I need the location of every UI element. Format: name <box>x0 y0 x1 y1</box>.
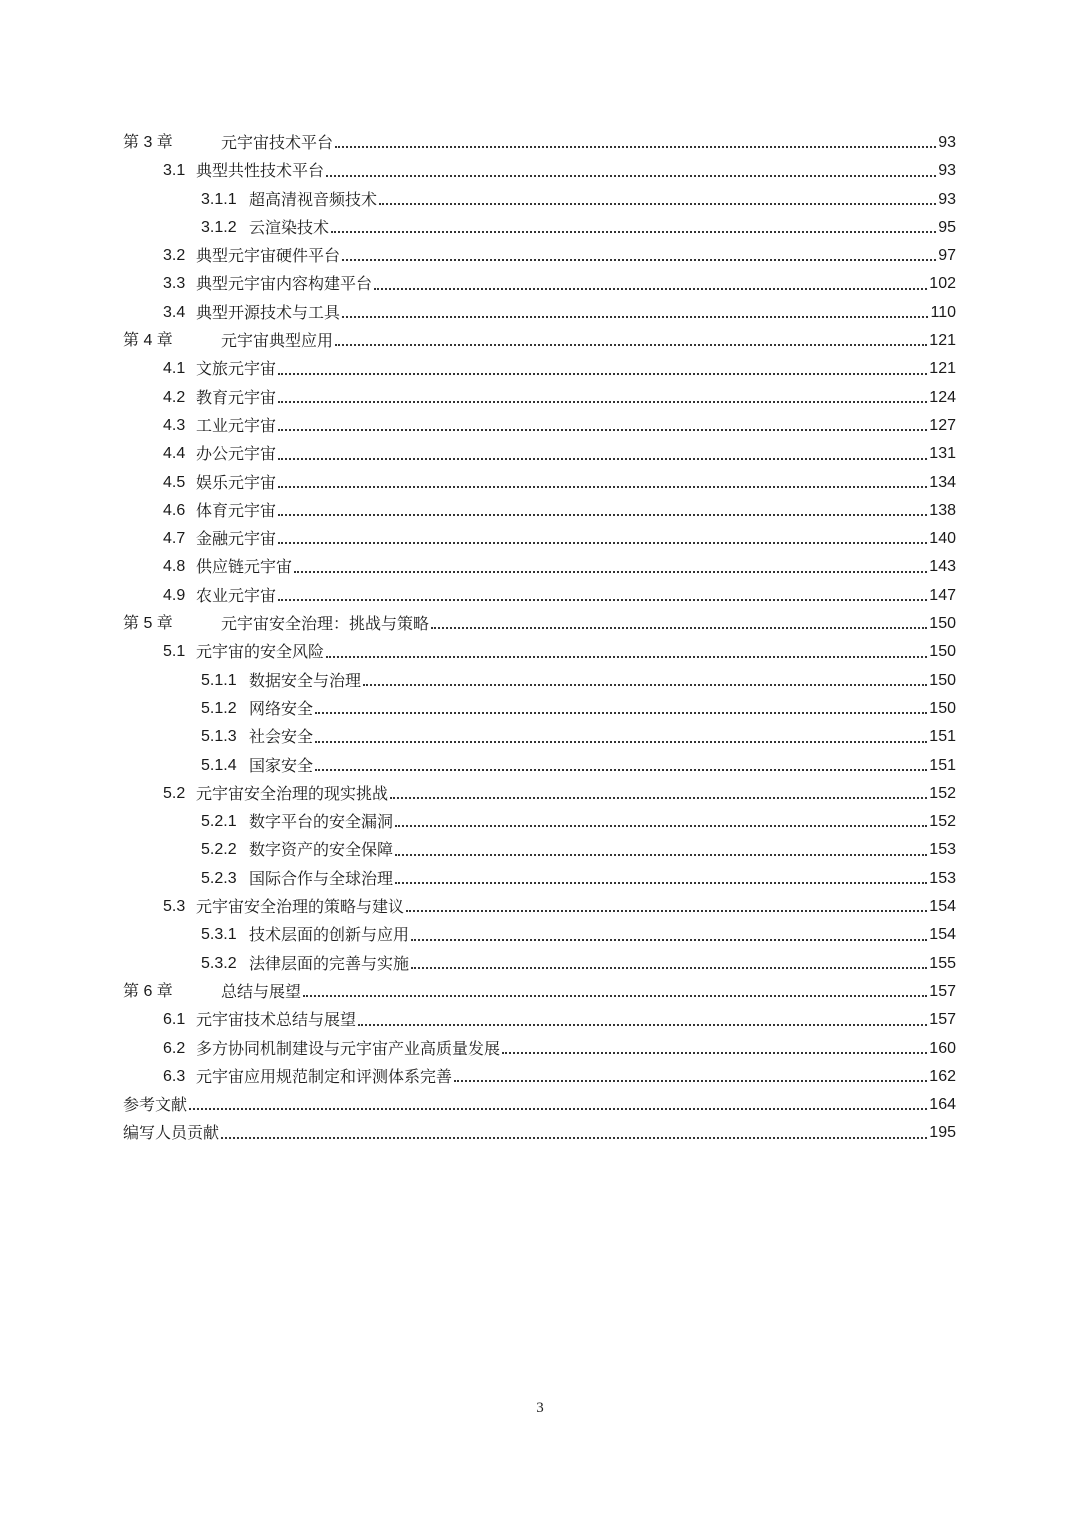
dot-leader <box>358 1023 927 1026</box>
dot-leader <box>411 966 927 969</box>
toc-entry-number: 3.4 <box>163 303 186 321</box>
page-number: 3 <box>536 1400 544 1416</box>
toc-entry-number: 4.4 <box>163 445 186 463</box>
toc-entry-title: 元宇宙安全治理：挑战与策略 <box>221 614 430 634</box>
toc-entry-title: 娱乐元宇宙 <box>196 472 277 492</box>
toc-entry[interactable] <box>123 723 956 751</box>
toc-entry-number: 4.6 <box>163 501 186 519</box>
toc-entry-page: 102 <box>929 275 956 293</box>
toc-entry-title: 办公元宇宙 <box>196 444 277 464</box>
toc-entry-title: 典型共性技术平台 <box>196 161 325 181</box>
toc-entry-number: 4.3 <box>163 416 186 434</box>
toc-entry-number: 5.3.1 <box>201 926 237 944</box>
toc-entry-title: 金融元宇宙 <box>196 529 277 549</box>
toc-entry-title: 国家安全 <box>249 755 314 775</box>
toc-entry-title: 农业元宇宙 <box>196 585 277 605</box>
dot-leader <box>326 174 936 177</box>
toc-entry-title: 参考文献 <box>123 1095 188 1115</box>
dot-leader <box>379 202 936 205</box>
toc-entry-page: 152 <box>929 813 956 831</box>
toc-entry-page: 93 <box>938 162 956 180</box>
toc-entry-page: 195 <box>929 1124 956 1142</box>
toc-entry-title: 教育元宇宙 <box>196 387 277 407</box>
toc-entry-number: 5.1 <box>163 643 186 661</box>
toc-entry-number: 5.1.2 <box>201 699 237 717</box>
toc-entry[interactable] <box>123 808 956 836</box>
toc-entry[interactable] <box>123 270 956 298</box>
toc-entry[interactable] <box>123 412 956 440</box>
toc-entry-title: 元宇宙的安全风险 <box>196 642 325 662</box>
toc-entry-page: 93 <box>938 190 956 208</box>
toc-entry-page: 150 <box>929 615 956 633</box>
toc-entry-page: 157 <box>929 1011 956 1029</box>
toc-entry-title: 元宇宙安全治理的现实挑战 <box>196 783 389 803</box>
toc-entry-page: 150 <box>929 699 956 717</box>
toc-entry-title: 典型元宇宙硬件平台 <box>196 246 341 266</box>
toc-entry[interactable] <box>123 1063 956 1091</box>
toc-entry-page: 110 <box>930 303 956 321</box>
dot-leader <box>326 655 927 658</box>
toc-entry-title: 元宇宙安全治理的策略与建议 <box>196 897 405 917</box>
dot-leader <box>374 287 927 290</box>
toc-entry-title: 工业元宇宙 <box>196 415 277 435</box>
toc-entry-number: 3.3 <box>163 275 186 293</box>
toc-entry-page: 150 <box>929 643 956 661</box>
toc-entry-page: 143 <box>929 558 956 576</box>
dot-leader <box>278 598 927 601</box>
toc-entry-page: 93 <box>938 134 956 151</box>
dot-leader <box>315 768 927 771</box>
toc-entry-number: 4.9 <box>163 586 186 604</box>
toc-entry-page: 153 <box>929 869 956 887</box>
toc-entry-title: 元宇宙技术总结与展望 <box>196 1010 357 1030</box>
toc-entry[interactable] <box>123 327 956 355</box>
toc-entry-number: 5.1.3 <box>201 728 237 746</box>
toc-entry-title: 技术层面的创新与应用 <box>249 925 410 945</box>
toc-entry-page: 151 <box>929 756 956 774</box>
toc-entry-number: 5.1.1 <box>201 671 237 689</box>
toc-entry-number: 第 6 章 <box>123 982 173 1000</box>
toc-entry-page: 95 <box>938 218 956 236</box>
toc-entry[interactable] <box>123 950 956 978</box>
dot-leader <box>335 343 927 346</box>
dot-leader <box>363 683 927 686</box>
dot-leader <box>221 1136 927 1139</box>
toc-entry[interactable] <box>123 129 956 157</box>
toc-entry-title: 元宇宙应用规范制定和评测体系完善 <box>196 1066 453 1086</box>
dot-leader <box>454 1079 927 1082</box>
toc-entry-page: 154 <box>929 898 956 916</box>
toc-entry-page: 162 <box>929 1067 956 1085</box>
toc-entry-number: 4.2 <box>163 388 186 406</box>
toc-entry-number: 3.2 <box>163 247 186 265</box>
toc-entry-title: 典型开源技术与工具 <box>196 302 341 322</box>
dot-leader <box>431 626 927 629</box>
toc-entry-title: 网络安全 <box>249 698 314 718</box>
toc-entry[interactable] <box>123 497 956 525</box>
toc-entry[interactable] <box>123 1006 956 1034</box>
toc-entry-number: 5.2.3 <box>201 869 237 887</box>
toc-entry-page: 151 <box>929 728 956 746</box>
dot-leader <box>395 853 927 856</box>
toc-entry-number: 第 4 章 <box>123 332 173 350</box>
toc-entry[interactable] <box>123 553 956 581</box>
toc-entry-number: 5.3 <box>163 898 186 916</box>
dot-leader <box>278 541 927 544</box>
toc-entry[interactable] <box>123 214 956 242</box>
toc-entry[interactable] <box>123 1091 956 1119</box>
dot-leader <box>342 315 928 318</box>
dot-leader <box>342 258 936 261</box>
toc-entry-title: 数字平台的安全漏洞 <box>249 812 394 832</box>
toc-entry[interactable] <box>123 893 956 921</box>
toc-entry[interactable] <box>123 1035 956 1063</box>
toc-entry-page: 97 <box>938 247 956 265</box>
toc-entry-page: 164 <box>929 1096 956 1114</box>
toc-entry-page: 131 <box>929 445 956 463</box>
dot-leader <box>390 796 927 799</box>
toc-entry-number: 4.7 <box>163 530 186 548</box>
table-of-contents <box>123 129 956 1148</box>
toc-entry-title: 数字资产的安全保障 <box>249 840 394 860</box>
toc-entry-title: 国际合作与全球治理 <box>249 868 394 888</box>
toc-entry[interactable] <box>123 610 956 638</box>
toc-entry-title: 总结与展望 <box>221 981 302 1001</box>
toc-entry-title: 体育元宇宙 <box>196 500 277 520</box>
toc-entry-number: 5.2 <box>163 784 186 802</box>
toc-entry-page: 134 <box>929 473 956 491</box>
toc-entry[interactable] <box>123 1119 956 1147</box>
toc-entry-page: 160 <box>929 1039 956 1057</box>
toc-entry-page: 155 <box>929 954 956 972</box>
dot-leader <box>331 230 936 233</box>
dot-leader <box>395 824 927 827</box>
toc-entry-page: 121 <box>929 332 956 350</box>
toc-entry-page: 140 <box>929 530 956 548</box>
toc-entry-number: 6.1 <box>163 1011 186 1029</box>
toc-entry-title: 法律层面的完善与实施 <box>249 953 410 973</box>
dot-leader <box>502 1051 927 1054</box>
toc-entry-title: 元宇宙典型应用 <box>221 331 334 351</box>
toc-entry[interactable] <box>123 752 956 780</box>
toc-entry-title: 社会安全 <box>249 727 314 747</box>
toc-entry-title: 多方协同机制建设与元宇宙产业高质量发展 <box>196 1038 501 1058</box>
toc-entry-page: 153 <box>929 841 956 859</box>
toc-entry-number: 5.2.1 <box>201 813 237 831</box>
dot-leader <box>278 513 927 516</box>
dot-leader <box>406 909 927 912</box>
toc-entry-number: 5.3.2 <box>201 954 237 972</box>
toc-entry-number: 3.1.1 <box>201 190 237 208</box>
toc-entry[interactable] <box>123 299 956 327</box>
toc-entry-title: 典型元宇宙内容构建平台 <box>196 274 373 294</box>
toc-entry-number: 3.1.2 <box>201 218 237 236</box>
toc-entry-page: 157 <box>929 982 956 1000</box>
dot-leader <box>278 372 927 375</box>
dot-leader <box>315 740 927 743</box>
toc-entry[interactable] <box>123 186 956 214</box>
dot-leader <box>303 994 927 997</box>
toc-entry-number: 5.2.2 <box>201 841 237 859</box>
toc-entry-number: 6.3 <box>163 1067 186 1085</box>
toc-entry[interactable] <box>123 865 956 893</box>
toc-entry-page: 138 <box>929 501 956 519</box>
toc-entry-page: 127 <box>929 416 956 434</box>
toc-entry-page: 124 <box>929 388 956 406</box>
toc-entry[interactable] <box>123 836 956 864</box>
toc-entry-title: 文旅元宇宙 <box>196 359 277 379</box>
toc-entry[interactable] <box>123 525 956 553</box>
toc-entry[interactable] <box>123 978 956 1006</box>
toc-entry[interactable] <box>123 695 956 723</box>
toc-entry[interactable] <box>123 157 956 185</box>
toc-entry-number: 3.1 <box>163 162 186 180</box>
toc-entry-number: 5.1.4 <box>201 756 237 774</box>
toc-entry-number: 第 3 章 <box>123 134 173 151</box>
toc-entry-page: 147 <box>929 586 956 604</box>
toc-entry-number: 4.5 <box>163 473 186 491</box>
dot-leader <box>315 711 927 714</box>
toc-entry[interactable] <box>123 242 956 270</box>
toc-entry-page: 154 <box>929 926 956 944</box>
toc-entry-number: 4.1 <box>163 360 186 378</box>
toc-entry[interactable] <box>123 638 956 666</box>
toc-entry-title: 供应链元宇宙 <box>196 557 293 577</box>
toc-entry[interactable] <box>123 921 956 949</box>
toc-entry-title: 超高清视音频技术 <box>249 189 378 209</box>
toc-entry-number: 第 5 章 <box>123 615 173 633</box>
toc-entry-title: 元宇宙技术平台 <box>221 133 334 152</box>
toc-entry[interactable] <box>123 440 956 468</box>
toc-entry-title: 编写人员贡献 <box>123 1123 220 1143</box>
toc-entry[interactable] <box>123 667 956 695</box>
dot-leader <box>411 938 927 941</box>
dot-leader <box>278 428 927 431</box>
toc-entry-page: 121 <box>929 360 956 378</box>
toc-entry-title: 云渲染技术 <box>249 217 330 237</box>
toc-entry[interactable] <box>123 780 956 808</box>
toc-entry-title: 数据安全与治理 <box>249 670 362 690</box>
dot-leader <box>335 145 936 148</box>
toc-entry[interactable] <box>123 582 956 610</box>
dot-leader <box>278 400 927 403</box>
toc-entry-page: 150 <box>929 671 956 689</box>
toc-entry-number: 4.8 <box>163 558 186 576</box>
dot-leader <box>294 570 927 573</box>
toc-entry[interactable] <box>123 384 956 412</box>
toc-entry-page: 152 <box>929 784 956 802</box>
toc-entry[interactable] <box>123 469 956 497</box>
dot-leader <box>395 881 927 884</box>
dot-leader <box>189 1107 927 1110</box>
toc-entry[interactable] <box>123 355 956 383</box>
dot-leader <box>278 457 927 460</box>
dot-leader <box>278 485 927 488</box>
toc-entry-number: 6.2 <box>163 1039 186 1057</box>
